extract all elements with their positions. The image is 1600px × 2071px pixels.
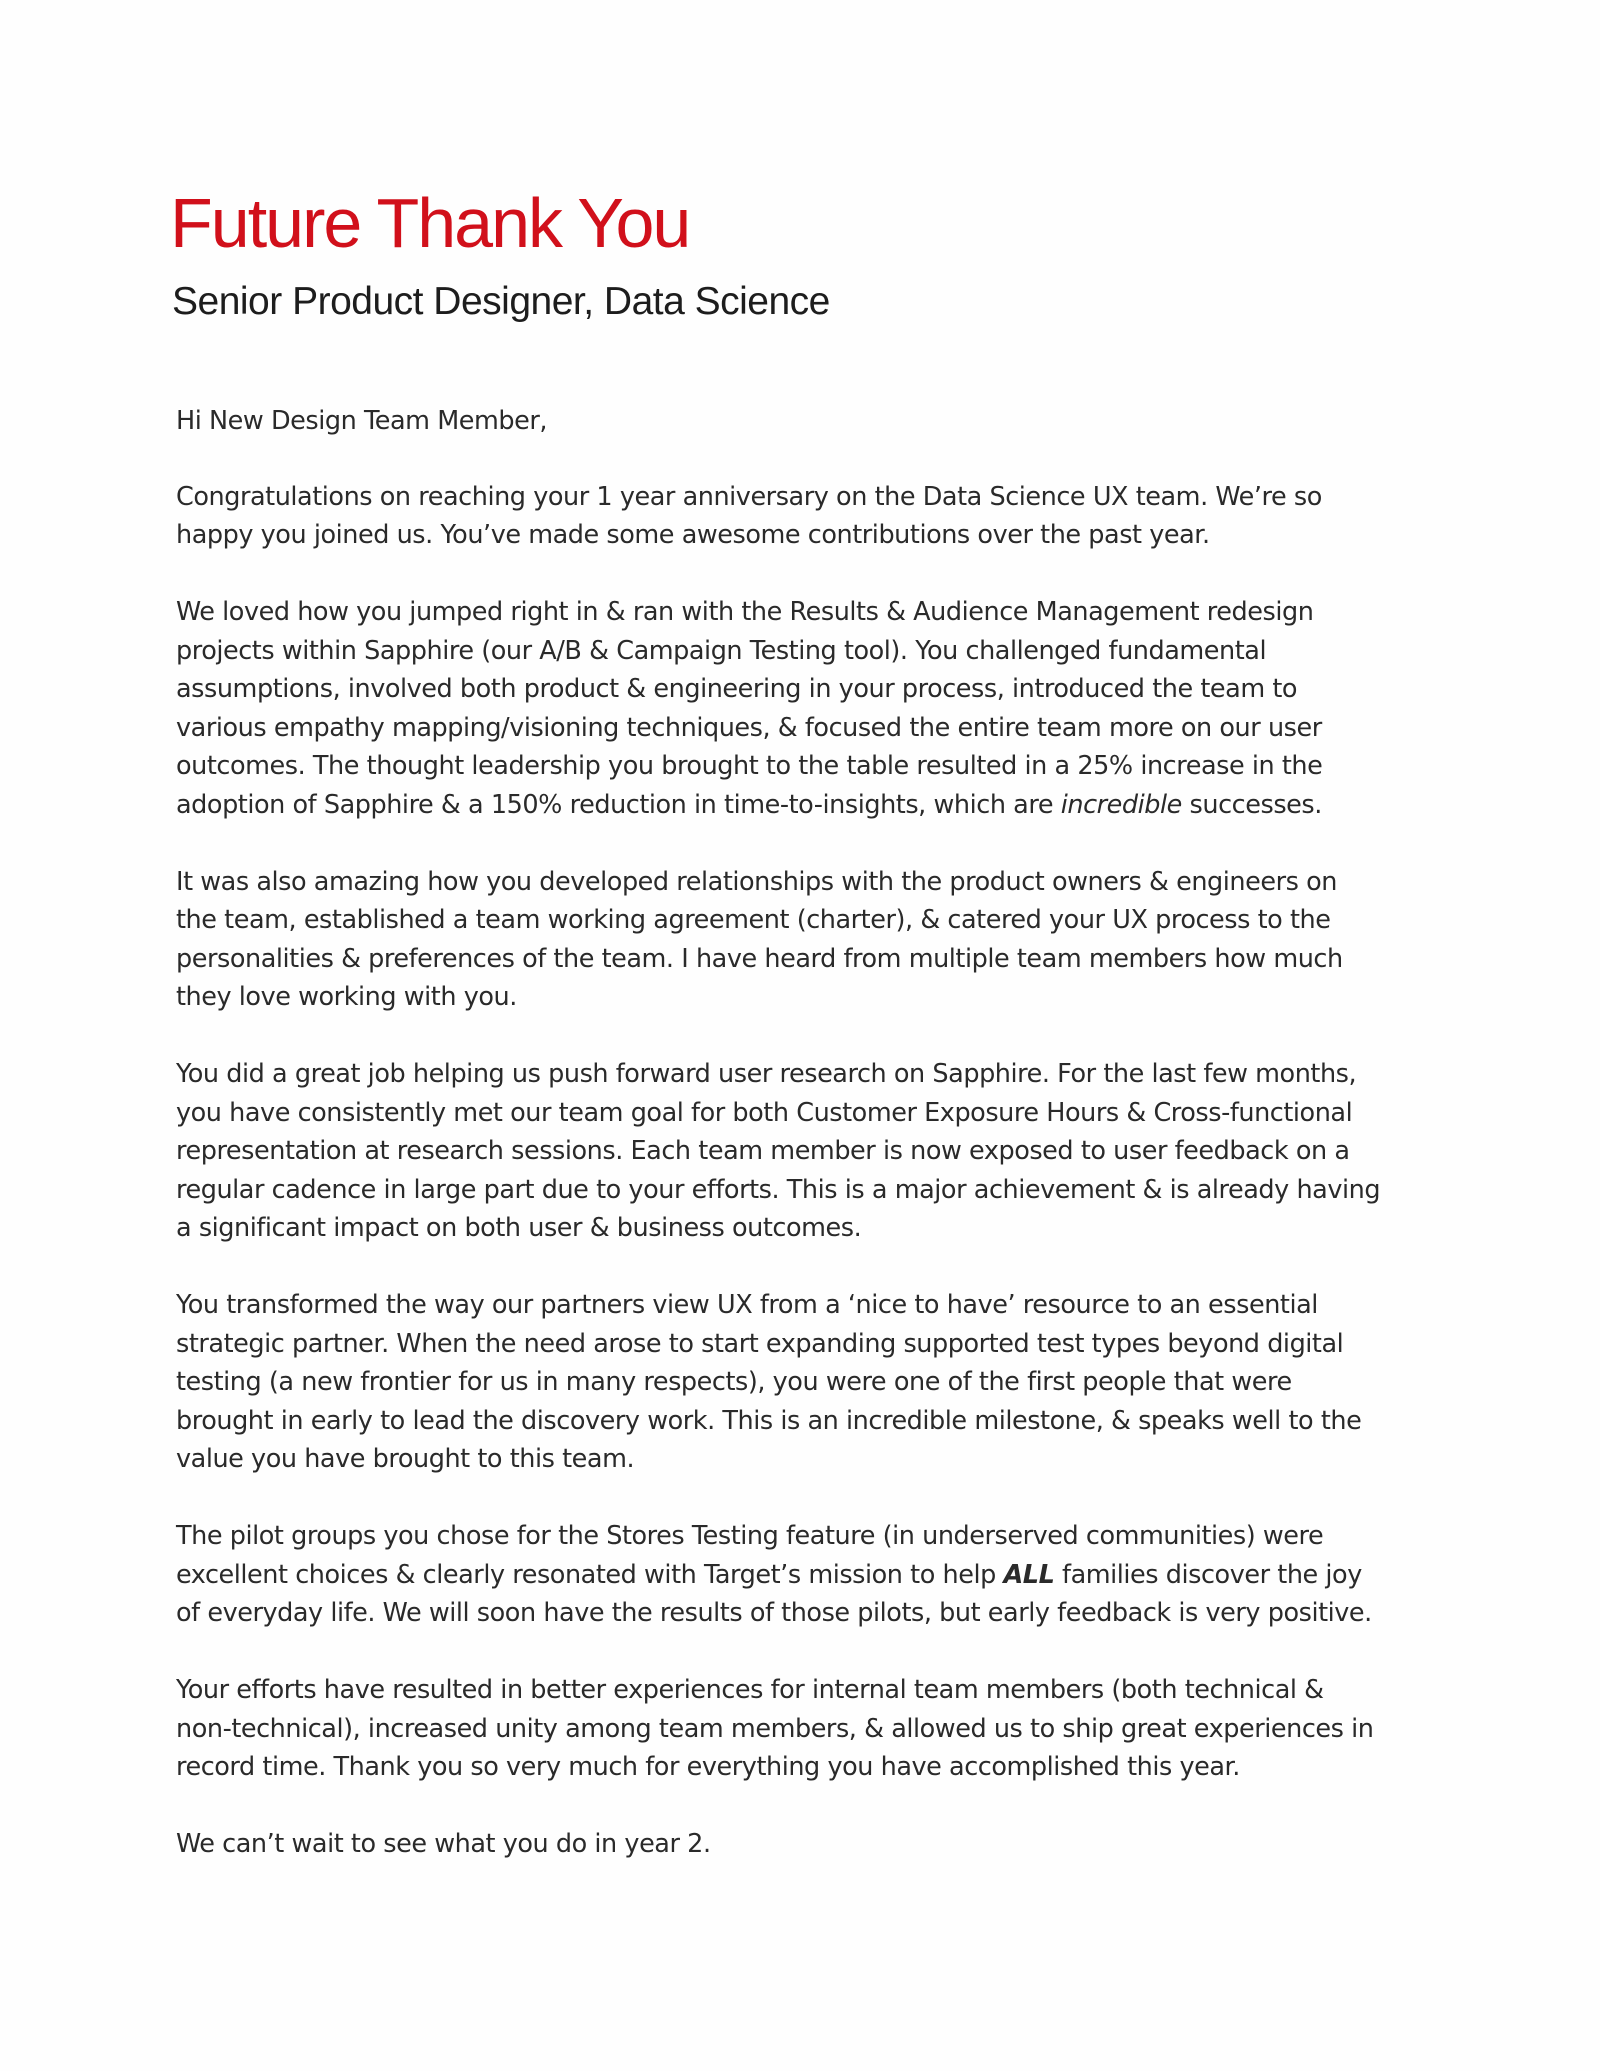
paragraph-line: Congratulations on reaching your 1 year anniversary on the Data Science UX team. We’re so <box>176 481 1322 512</box>
paragraph-pilot-groups <box>176 1517 1426 1633</box>
paragraph-efforts <box>176 1671 1426 1787</box>
paragraph-line: the team, established a team working agreement (charter), & catered your UX process to the <box>176 905 1331 935</box>
greeting <box>176 402 1426 441</box>
paragraph-line: personalities & preferences of the team. I have heard from multiple team members how much <box>176 943 1343 974</box>
paragraph-relationships <box>176 863 1426 1017</box>
paragraph-line: You did a great job helping us push forward user research on Sapphire. For the last few months, <box>176 1059 1357 1089</box>
emphasis-text: incredible <box>1060 789 1182 820</box>
paragraph-line: of everyday life. We will soon have the results of those pilots, but early feedback is very positive. <box>176 1598 1372 1628</box>
paragraph-line: We loved how you jumped right in & ran with the Results & Audience Management redesign <box>176 597 1314 627</box>
paragraph-line: Your efforts have resulted in better experiences for internal team members (both technical & <box>176 1675 1324 1705</box>
paragraph-line: you have consistently met our team goal for both Customer Exposure Hours & Cross-functional <box>176 1097 1353 1128</box>
text-run: adoption of Sapphire & a 150% reduction in time-to-insights, which are <box>176 789 1061 820</box>
paragraph-line <box>176 1556 1426 1595</box>
paragraph-line: strategic partner. When the need arose to start expanding supported test types beyond digital <box>176 1328 1344 1359</box>
text-run: families discover the joy <box>1054 1559 1362 1590</box>
paragraph-strategic-partner <box>176 1286 1426 1479</box>
paragraph-user-research <box>176 1055 1426 1248</box>
paragraph-line: assumptions, involved both product & engineering in your process, introduced the team to <box>176 674 1298 704</box>
paragraph-line: testing (a new frontier for us in many respects), you were one of the first people that were <box>176 1367 1292 1397</box>
letter-title: Future Thank You <box>170 184 690 262</box>
paragraph-line <box>176 786 1426 825</box>
letter-subtitle: Senior Product Designer, Data Science <box>172 280 830 323</box>
paragraph-anniversary <box>176 478 1426 555</box>
paragraph-line: they love working with you. <box>176 982 517 1012</box>
paragraph-line: It was also amazing how you developed relationships with the product owners & engineers on <box>176 866 1338 897</box>
closing-line: We can’t wait to see what you do in year 2. <box>176 1829 711 1859</box>
paragraph-closing <box>176 1825 1426 1864</box>
paragraph-sapphire-redesign <box>176 593 1426 824</box>
paragraph-line: outcomes. The thought leadership you brought to the table resulted in a 25% increase in the <box>176 751 1323 781</box>
paragraph-line: You transformed the way our partners view UX from a ‘nice to have’ resource to an essential <box>176 1290 1318 1320</box>
paragraph-line: a significant impact on both user & business outcomes. <box>176 1213 862 1243</box>
paragraph-line: projects within Sapphire (our A/B & Campaign Testing tool). You challenged fundamental <box>176 635 1267 666</box>
emphasis-text: ALL <box>1003 1559 1055 1590</box>
paragraph-line: value you have brought to this team. <box>176 1444 635 1474</box>
paragraph-line: non-technical), increased unity among team members, & allowed us to ship great experiences in <box>176 1713 1374 1744</box>
letter-body <box>176 402 1426 1902</box>
text-run: successes. <box>1181 789 1322 820</box>
paragraph-line: various empathy mapping/visioning techniques, & focused the entire team more on our user <box>176 712 1322 743</box>
paragraph-line: happy you joined us. You’ve made some awesome contributions over the past year. <box>176 520 1210 550</box>
paragraph-line: regular cadence in large part due to your efforts. This is a major achievement & is already having <box>176 1174 1381 1205</box>
greeting-line: Hi New Design Team Member, <box>176 406 548 436</box>
paragraph-line: The pilot groups you chose for the Stores Testing feature (in underserved communities) were <box>176 1521 1324 1551</box>
paragraph-line: brought in early to lead the discovery work. This is an incredible milestone, & speaks well to the <box>176 1405 1362 1436</box>
paragraph-line: record time. Thank you so very much for everything you have accomplished this year. <box>176 1752 1240 1782</box>
text-run: excellent choices & clearly resonated with Target’s mission to help <box>176 1559 1004 1590</box>
paragraph-line: representation at research sessions. Each team member is now exposed to user feedback on a <box>176 1136 1350 1166</box>
